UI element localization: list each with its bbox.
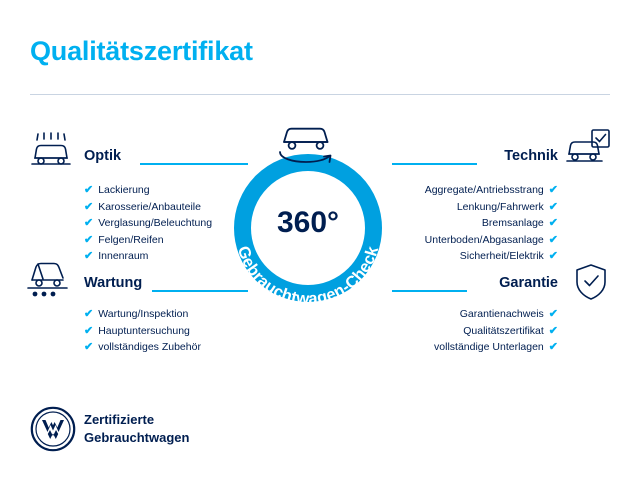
vw-logo bbox=[30, 406, 76, 452]
section-heading-optik: Optik bbox=[84, 148, 122, 164]
check-icon: ✔ bbox=[548, 200, 558, 213]
list-item: vollständige Unterlagen ✔ bbox=[358, 339, 558, 356]
list-item: ✔ Hauptuntersuchung bbox=[84, 323, 201, 340]
check-icon: ✔ bbox=[548, 233, 558, 246]
list-item: Lenkung/Fahrwerk ✔ bbox=[358, 199, 558, 216]
footer-text bbox=[84, 411, 189, 447]
section-heading-garantie: Garantie bbox=[499, 275, 558, 291]
check-icon: ✔ bbox=[84, 217, 94, 229]
check-icon: ✔ bbox=[548, 217, 558, 229]
list-item: ✔ Felgen/Reifen bbox=[84, 232, 212, 249]
section-rule-optik bbox=[140, 163, 248, 165]
list-item: Aggregate/Antriebsstrang ✔ bbox=[358, 182, 558, 199]
car-lift-icon bbox=[26, 258, 76, 304]
check-icon: ✔ bbox=[84, 184, 94, 196]
list-item: Qualitätszertifikat ✔ bbox=[358, 323, 558, 340]
list-item: ✔ Wartung/Inspektion bbox=[84, 306, 201, 323]
car-360-icon bbox=[272, 122, 344, 168]
page-title: Qualitätszertifikat bbox=[30, 36, 253, 66]
footer-line-1: Zertifizierte bbox=[84, 412, 155, 427]
list-item: Garantienachweis ✔ bbox=[358, 306, 558, 323]
section-heading-wartung: Wartung bbox=[84, 275, 143, 291]
check-icon: ✔ bbox=[84, 200, 94, 213]
check-icon: ✔ bbox=[548, 341, 558, 353]
section-list-wartung bbox=[84, 306, 201, 356]
list-item: Unterboden/Abgasanlage ✔ bbox=[358, 232, 558, 249]
check-icon: ✔ bbox=[84, 341, 94, 353]
section-heading-technik: Technik bbox=[504, 148, 558, 164]
shield-check-icon bbox=[572, 262, 610, 304]
section-rule-technik bbox=[392, 163, 477, 165]
list-item: ✔ Karosserie/Anbauteile bbox=[84, 199, 212, 216]
list-item: Bremsanlage ✔ bbox=[358, 215, 558, 232]
section-list-optik bbox=[84, 182, 212, 265]
badge-curved-label-text: Gebrauchtwagen-Check bbox=[233, 243, 383, 309]
footer-line-2: Gebrauchtwagen bbox=[84, 430, 190, 445]
section-rule-garantie bbox=[392, 290, 467, 292]
check-icon: ✔ bbox=[84, 233, 94, 246]
section-list-technik bbox=[358, 182, 558, 265]
badge-degrees: 360° bbox=[276, 206, 340, 239]
car-check-icon bbox=[566, 128, 612, 174]
list-item: ✔ vollständiges Zubehör bbox=[84, 339, 201, 356]
car-wash-icon bbox=[28, 130, 74, 176]
check-badge bbox=[234, 154, 382, 302]
check-icon: ✔ bbox=[548, 250, 558, 262]
check-icon: ✔ bbox=[84, 324, 94, 337]
list-item: ✔ Verglasung/Beleuchtung bbox=[84, 215, 212, 232]
section-list-garantie bbox=[358, 306, 558, 356]
check-icon: ✔ bbox=[548, 308, 558, 320]
list-item: Sicherheit/Elektrik ✔ bbox=[358, 248, 558, 265]
list-item: ✔ Innenraum bbox=[84, 248, 212, 265]
title-divider bbox=[30, 94, 610, 95]
check-icon: ✔ bbox=[548, 184, 558, 196]
list-item: ✔ Lackierung bbox=[84, 182, 212, 199]
check-icon: ✔ bbox=[548, 324, 558, 337]
check-icon: ✔ bbox=[84, 250, 94, 262]
check-icon: ✔ bbox=[84, 308, 94, 320]
